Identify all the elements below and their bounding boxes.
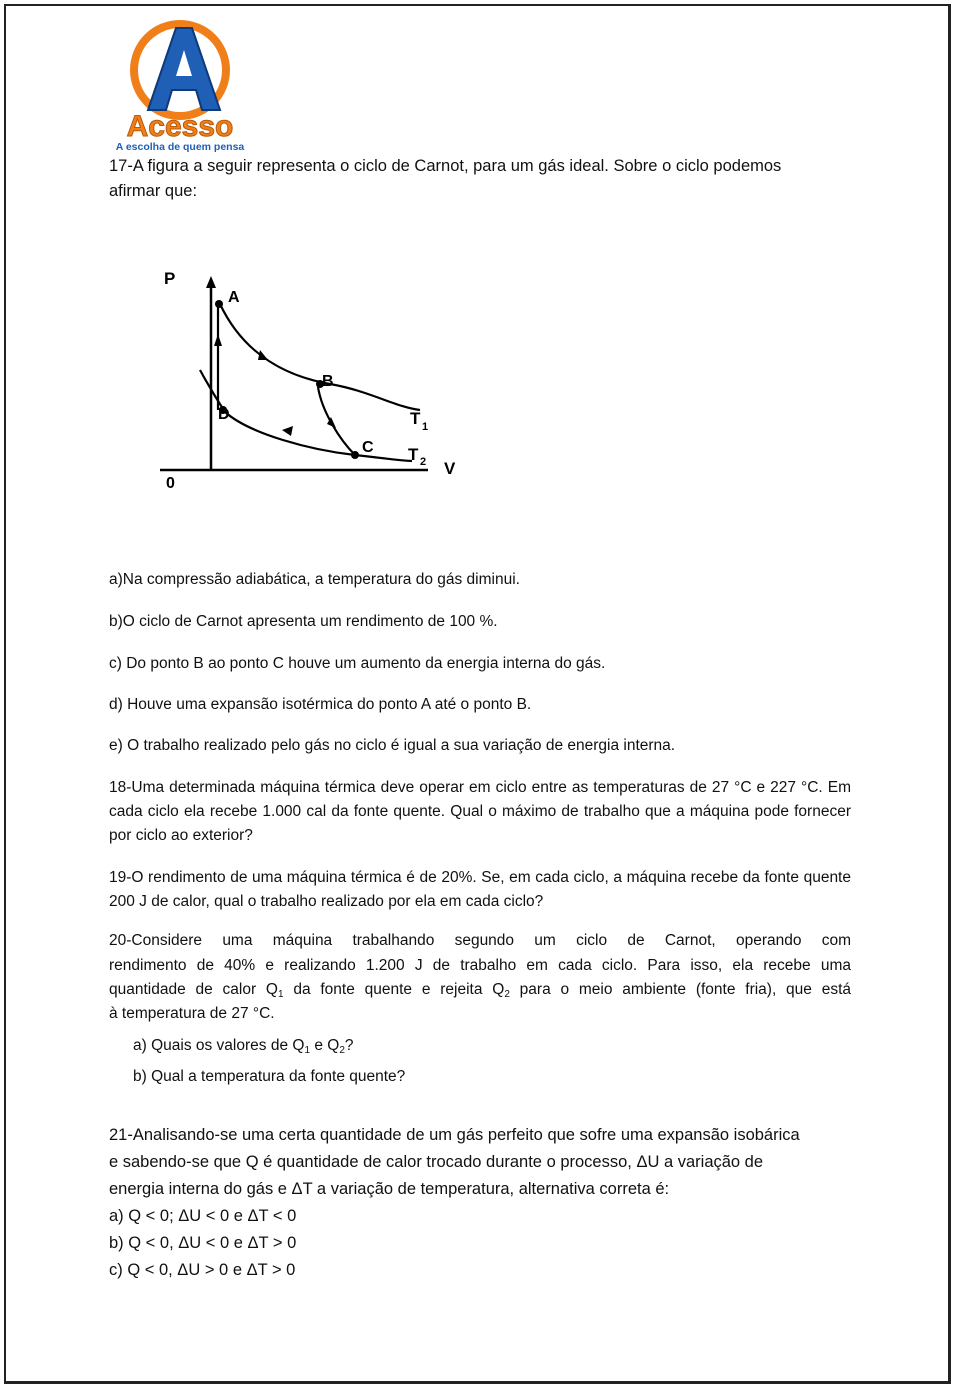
point-c-label: C: [362, 439, 374, 456]
t2-subscript: 2: [420, 456, 427, 468]
isotherm-t2: [200, 370, 412, 461]
q17-option-d: d) Houve uma expansão isotérmica do ponto A até o ponto B.: [109, 696, 532, 713]
logo-brand-text: Acesso: [126, 110, 234, 143]
point-a-label: A: [228, 289, 240, 306]
q21-option-b: b) Q < 0, ΔU < 0 e ΔT > 0: [109, 1234, 297, 1252]
adiabat-bc: [318, 387, 355, 455]
q19-text: 19-O rendimento de uma máquina térmica é de 20%. Se, em cada ciclo, a máquina recebe da fonte quente 200 J de calor, qual o trabalho realizado por ela em cada ciclo?: [109, 869, 851, 910]
t1-label: T: [410, 409, 421, 428]
v-axis-label: V: [444, 459, 456, 478]
point-b-label: B: [322, 373, 334, 390]
q18-text: 18-Uma determinada máquina térmica deve operar em ciclo entre as temperaturas de 27 °C e 227 °C. Em cada ciclo ela recebe 1.000 cal da fonte quente. Qual o máximo de trabalho que a máquina pode fornecer por ciclo ao exterior?: [109, 779, 851, 844]
q17-option-b: b)O ciclo de Carnot apresenta um rendimento de 100 %.: [109, 613, 498, 630]
arrow-da: [214, 334, 222, 346]
q21-line1: 21-Analisando-se uma certa quantidade de um gás perfeito que sofre uma expansão isobárica: [109, 1126, 800, 1144]
page-border: [4, 4, 951, 1384]
arrow-ab: [258, 350, 268, 360]
t1-subscript: 1: [422, 421, 429, 433]
q21-option-c: c) Q < 0, ΔU > 0 e ΔT > 0: [109, 1261, 296, 1279]
q20-part-b: b) Qual a temperatura da fonte quente?: [133, 1068, 406, 1085]
q20-line3: quantidade de calor $Q_1$ da fonte quente e rejeita $Q_2$ para o meio ambiente (fonte fria), que está: [109, 981, 851, 1000]
p-axis-arrow: [206, 276, 216, 288]
q17-option-a: a)Na compressão adiabática, a temperatura do gás diminui.: [109, 571, 520, 588]
t2-label: T: [408, 445, 419, 464]
logo-graphic: [108, 14, 248, 154]
q17-option-c: c) Do ponto B ao ponto C houve um aumento da energia interna do gás.: [109, 655, 606, 672]
carnot-cycle-diagram: [150, 262, 470, 497]
q21-line3: energia interna do gás e ΔT a variação de temperatura, alternativa correta é:: [109, 1180, 670, 1198]
origin-label: 0: [166, 475, 175, 492]
point-c-marker: [351, 451, 359, 459]
q21-line2: e sabendo-se que Q é quantidade de calor trocado durante o processo, ΔU a variação de: [109, 1153, 764, 1171]
point-d-label: D: [218, 406, 230, 423]
point-a-marker: [215, 300, 223, 308]
q20-part-a: a) Quais os valores de $Q_1$ e $Q_2$?: [133, 1037, 354, 1056]
q20-line1: 20-Considere uma máquina trabalhando segundo um ciclo de Carnot, operando com: [109, 932, 851, 949]
q21-option-a: a) Q < 0; ΔU < 0 e ΔT < 0: [109, 1207, 297, 1225]
logo-tagline: A escolha de quem pensa: [115, 141, 245, 153]
q20-line2: rendimento de 40% e realizando 1.200 J de trabalho em cada ciclo. Para isso, ela recebe uma: [109, 957, 851, 974]
q17-option-e: e) O trabalho realizado pelo gás no ciclo é igual a sua variação de energia interna.: [109, 737, 676, 754]
q17-line2: afirmar que:: [109, 182, 198, 200]
p-axis-label: P: [164, 269, 176, 288]
acesso-logo: [108, 14, 248, 154]
q20-line4: à temperatura de 27 °C.: [109, 1005, 275, 1022]
q17-line1: 17-A figura a seguir representa o ciclo de Carnot, para um gás ideal. Sobre o ciclo podemos: [109, 157, 782, 175]
arrow-cd: [282, 426, 293, 436]
